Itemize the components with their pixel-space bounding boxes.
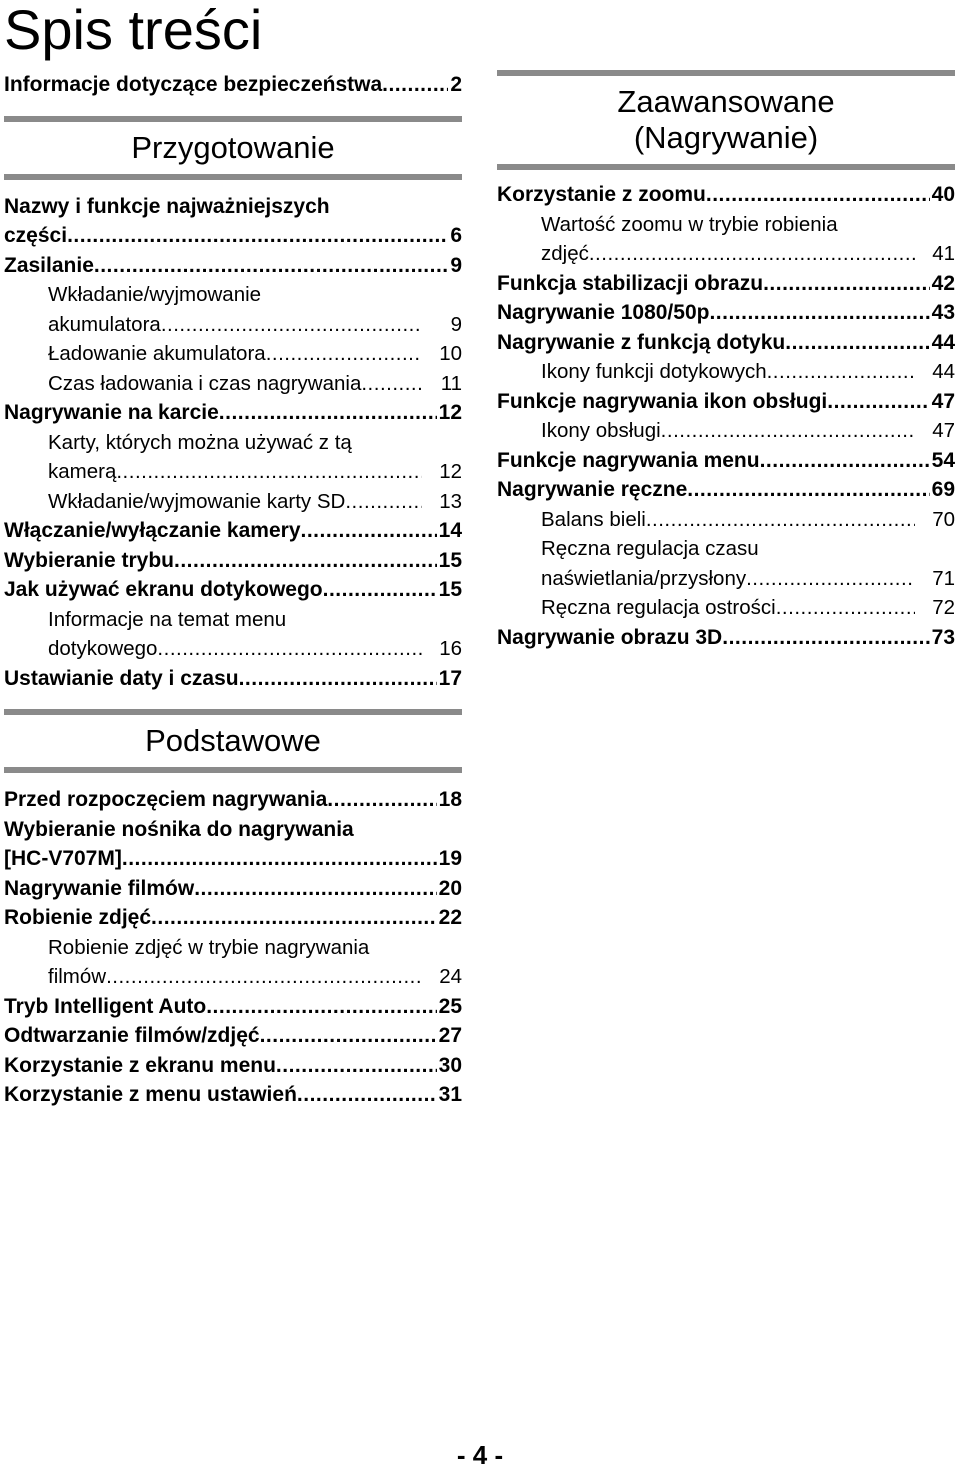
toc-leader-dots <box>94 251 448 281</box>
toc-entry[interactable] <box>4 785 462 815</box>
toc-entry-row <box>4 992 462 1022</box>
toc-leader-dots <box>327 785 436 815</box>
toc-entry[interactable] <box>497 298 955 328</box>
toc-entry[interactable] <box>497 446 955 476</box>
toc-entry[interactable] <box>4 251 462 281</box>
section-heading-title-line: Przygotowanie <box>131 129 335 165</box>
page-title: Spis treści <box>4 0 263 61</box>
toc-entry-page: 44 <box>931 330 955 354</box>
toc-leader-dots <box>122 844 437 874</box>
toc-entry-text: Wybieranie trybu <box>4 548 174 572</box>
toc-entry-text: zdjęć <box>541 242 589 265</box>
toc-entry-row <box>48 428 462 458</box>
toc-leader-dots <box>746 564 915 594</box>
toc-entry[interactable] <box>497 387 955 417</box>
toc-entry-text: Informacje dotyczące bezpieczeństwa <box>4 73 383 96</box>
toc-entry-row <box>497 387 955 417</box>
toc-leader-dots <box>260 1021 437 1051</box>
toc-entry-page: 12 <box>439 460 462 483</box>
toc-entry-text: Nazwy i funkcje najważniejszych <box>4 194 330 218</box>
toc-entry-text: Wartość zoomu w trybie robienia <box>541 212 838 236</box>
toc-entry[interactable] <box>4 398 462 428</box>
toc-entry-text: Nagrywanie filmów <box>4 876 195 900</box>
toc-leader-dots <box>827 387 929 417</box>
toc-entry-page: 30 <box>438 1053 462 1077</box>
toc-entry-text: kamerą <box>48 460 117 483</box>
toc-leader-dots <box>760 446 930 476</box>
section-heading <box>497 70 955 170</box>
toc-entry-text: Balans bieli <box>541 507 646 531</box>
toc-leader-dots <box>687 475 929 505</box>
toc-entry-page: 20 <box>438 876 462 900</box>
toc-entry-text: Czas ładowania i czas nagrywania <box>48 371 362 395</box>
toc-entry-page: 54 <box>931 448 955 472</box>
toc-entry[interactable] <box>4 575 462 605</box>
toc-entry-page: 24 <box>439 965 462 988</box>
toc-entry-text: Ręczna regulacja ostrości <box>541 596 776 619</box>
toc-leader-dots <box>116 457 422 487</box>
toc-entry-row <box>4 575 462 605</box>
toc-leader-dots <box>161 310 422 340</box>
toc-entry-text: Włączanie/wyłączanie kamery <box>4 519 301 542</box>
toc-entry-page: 9 <box>450 312 462 336</box>
toc-left-column <box>4 70 462 1110</box>
toc-entry-text: Robienie zdjęć w trybie nagrywania <box>48 935 370 959</box>
toc-entry-text: Tryb Intelligent Auto <box>4 994 207 1018</box>
toc-entry-row <box>4 546 462 576</box>
toc-entry-text: Korzystanie z menu ustawień <box>4 1083 297 1106</box>
toc-entry-page: 47 <box>931 389 955 413</box>
section-heading-bottom-bar <box>497 164 955 170</box>
toc-entry-row <box>48 369 462 399</box>
toc-entry-page: 15 <box>438 548 462 572</box>
toc-leader-dots <box>206 992 436 1022</box>
toc-entry-row <box>4 221 462 251</box>
toc-entry-page: 72 <box>932 596 955 619</box>
toc-entry-row <box>4 785 462 815</box>
toc-entry-row <box>4 516 462 546</box>
toc-entry[interactable] <box>4 844 462 874</box>
toc-entry-page: 2 <box>450 73 462 96</box>
toc-entry[interactable] <box>497 239 955 269</box>
toc-entry-text: Funkcje nagrywania menu <box>497 448 760 472</box>
toc-entry-row <box>497 180 955 210</box>
toc-entry-text: filmów <box>48 965 107 988</box>
toc-entry-text: Jak używać ekranu dotykowego <box>4 578 323 601</box>
toc-entry-row <box>4 251 462 281</box>
toc-entry-row <box>541 564 955 594</box>
toc-entry[interactable] <box>4 70 462 100</box>
toc-entry-page: 25 <box>438 994 462 1018</box>
toc-entry-row <box>48 487 462 517</box>
toc-entry[interactable] <box>4 634 462 664</box>
toc-entry-row <box>541 505 955 535</box>
toc-entry-text: Informacje na temat menu <box>48 607 287 631</box>
toc-right-column <box>497 70 955 652</box>
toc-leader-dots <box>706 180 930 210</box>
toc-entry[interactable] <box>4 369 462 399</box>
toc-entry-row <box>497 623 955 653</box>
toc-entry[interactable] <box>497 593 955 623</box>
toc-entry-text: Ustawianie daty i czasu <box>4 666 239 690</box>
toc-entry-text: Funkcja stabilizacji obrazu <box>497 271 764 295</box>
toc-entry-text: Korzystanie z zoomu <box>497 183 706 206</box>
toc-entry-row <box>4 874 462 904</box>
toc-entry-page: 13 <box>439 489 462 513</box>
toc-entry[interactable] <box>4 874 462 904</box>
section-heading-title-line: (Nagrywanie) <box>633 120 819 155</box>
toc-entry-page: 12 <box>438 401 462 424</box>
toc-leader-dots <box>722 623 929 653</box>
section-heading-title <box>4 122 462 174</box>
toc-entry-row <box>541 357 955 387</box>
toc-entry-text: Nagrywanie ręczne <box>497 478 688 501</box>
toc-leader-dots <box>646 505 915 535</box>
toc-entry-text: Robienie zdjęć <box>4 906 152 929</box>
toc-entry-row <box>497 298 955 328</box>
section-heading-title-line: Podstawowe <box>145 723 321 758</box>
toc-entry-page: 40 <box>931 183 955 206</box>
toc-entry[interactable] <box>4 1021 462 1051</box>
toc-entry-page: 17 <box>438 666 462 690</box>
toc-entry-page: 16 <box>439 637 462 660</box>
toc-entry[interactable] <box>4 516 462 546</box>
toc-entry[interactable] <box>497 505 955 535</box>
toc-entry-row <box>4 70 462 100</box>
toc-entry-text: Wybieranie nośnika do nagrywania <box>4 817 354 841</box>
toc-entry-text: Nagrywanie na karcie <box>4 401 219 424</box>
toc-entry[interactable] <box>497 269 955 299</box>
toc-entry-row <box>48 457 462 487</box>
toc-entry[interactable] <box>497 210 955 240</box>
toc-leader-dots <box>174 546 437 576</box>
toc-entry[interactable] <box>4 310 462 340</box>
toc-entry-page: 15 <box>438 578 462 601</box>
toc-entry-page: 6 <box>450 224 462 247</box>
toc-entry[interactable] <box>497 623 955 653</box>
toc-entry-row <box>48 933 462 963</box>
toc-entry-page: 44 <box>932 360 955 383</box>
toc-entry-page: 14 <box>438 519 462 542</box>
toc-entry-text: części <box>4 224 68 247</box>
toc-entry-row <box>497 475 955 505</box>
toc-entry-page: 9 <box>450 253 462 277</box>
toc-leader-dots <box>589 239 915 269</box>
toc-entry-text: Nagrywanie obrazu 3D <box>497 625 723 649</box>
toc-entry-text: Ładowanie akumulatora <box>48 342 266 365</box>
toc-entry[interactable] <box>497 475 955 505</box>
toc-entry-page: 73 <box>931 625 955 649</box>
section-heading-title <box>4 715 462 767</box>
toc-entry[interactable] <box>4 903 462 933</box>
toc-leader-dots <box>361 369 422 399</box>
toc-entry-page: 11 <box>440 371 462 395</box>
toc-leader-dots <box>301 516 437 546</box>
toc-entry-row <box>497 446 955 476</box>
toc-entry-text: akumulatora <box>48 312 161 336</box>
toc-entry-page: 19 <box>438 847 462 870</box>
toc-leader-dots <box>776 593 915 623</box>
toc-entry[interactable] <box>4 457 462 487</box>
toc-leader-dots <box>382 70 448 100</box>
section-heading-title-line: Zaawansowane <box>617 84 835 119</box>
toc-entry-row <box>48 280 462 310</box>
toc-entry[interactable] <box>4 815 462 845</box>
toc-entry[interactable] <box>4 280 462 310</box>
section-heading-title <box>497 76 955 164</box>
toc-entry-text: Odtwarzanie filmów/zdjęć <box>4 1024 260 1047</box>
toc-entry-row <box>4 1080 462 1110</box>
toc-entry-text: [HC-V707M] <box>4 847 122 870</box>
toc-entry-text: naświetlania/przysłony <box>541 566 747 590</box>
toc-leader-dots <box>239 664 437 694</box>
toc-entry-page: 71 <box>932 566 955 590</box>
toc-leader-dots <box>297 1080 437 1110</box>
toc-leader-dots <box>106 962 422 992</box>
toc-entry-row <box>541 593 955 623</box>
toc-entry-text: Zasilanie <box>4 253 94 277</box>
toc-leader-dots <box>151 903 437 933</box>
toc-entry-page: 31 <box>438 1083 462 1106</box>
toc-entry-text: Przed rozpoczęciem nagrywania <box>4 788 328 811</box>
toc-entry-row <box>48 310 462 340</box>
toc-entry-page: 70 <box>932 507 955 531</box>
toc-entry[interactable] <box>497 534 955 564</box>
toc-entry-row <box>4 664 462 694</box>
toc-entry-page: 43 <box>931 301 955 324</box>
toc-leader-dots <box>763 269 930 299</box>
toc-entry-text: Wkładanie/wyjmowanie karty SD <box>48 489 346 513</box>
toc-entry-row <box>541 210 955 240</box>
toc-entry-row <box>4 192 462 222</box>
toc-leader-dots <box>785 328 929 358</box>
toc-entry-row <box>48 605 462 635</box>
toc-entry[interactable] <box>4 1051 462 1081</box>
toc-leader-dots <box>276 1051 437 1081</box>
toc-entry[interactable] <box>4 546 462 576</box>
toc-entry[interactable] <box>497 328 955 358</box>
toc-entry[interactable] <box>4 962 462 992</box>
toc-leader-dots <box>194 874 436 904</box>
toc-entry-row <box>497 269 955 299</box>
toc-leader-dots <box>67 221 448 251</box>
toc-entry[interactable] <box>497 564 955 594</box>
toc-entry-row <box>541 416 955 446</box>
toc-entry-page: 41 <box>932 242 955 265</box>
toc-entry[interactable] <box>4 339 462 369</box>
toc-entry[interactable] <box>4 933 462 963</box>
section-heading-bottom-bar <box>4 174 462 180</box>
toc-entry[interactable] <box>4 428 462 458</box>
toc-entry-text: Korzystanie z ekranu menu <box>4 1053 276 1077</box>
toc-leader-dots <box>266 339 422 369</box>
toc-leader-dots <box>219 398 437 428</box>
section-heading-bottom-bar <box>4 767 462 773</box>
toc-entry-page: 18 <box>438 788 462 811</box>
toc-entry-row <box>4 398 462 428</box>
toc-entry[interactable] <box>497 357 955 387</box>
toc-entry-row <box>4 1051 462 1081</box>
toc-entry-text: Ręczna regulacja czasu <box>541 537 759 560</box>
toc-entry[interactable] <box>4 1080 462 1110</box>
toc-leader-dots <box>323 575 437 605</box>
toc-leader-dots <box>345 487 422 517</box>
toc-leader-dots <box>767 357 915 387</box>
toc-entry[interactable] <box>4 192 462 222</box>
toc-entry-text: Nagrywanie 1080/50p <box>497 301 710 324</box>
toc-entry-text: Funkcje nagrywania ikon obsługi <box>497 389 828 413</box>
toc-entry-text: Nagrywanie z funkcją dotyku <box>497 330 786 354</box>
toc-entry[interactable] <box>4 221 462 251</box>
toc-entry-row <box>48 339 462 369</box>
toc-entry-text: Karty, których można używać z tą <box>48 430 352 454</box>
toc-entry-row <box>4 844 462 874</box>
toc-entry[interactable] <box>497 180 955 210</box>
toc-entry-row <box>4 1021 462 1051</box>
toc-entry-row <box>4 903 462 933</box>
toc-entry-text: Ikony obsługi <box>541 419 661 442</box>
toc-entry-page: 10 <box>439 342 462 365</box>
toc-entry-text: dotykowego <box>48 637 158 660</box>
toc-entry[interactable] <box>4 664 462 694</box>
page-number: - 4 - <box>456 1440 504 1470</box>
toc-entry-text: Wkładanie/wyjmowanie <box>48 283 262 306</box>
toc-entry-page: 22 <box>438 906 462 929</box>
toc-entry-text: Ikony funkcji dotykowych <box>541 360 767 383</box>
toc-entry-page: 27 <box>438 1024 462 1047</box>
toc-leader-dots <box>661 416 915 446</box>
toc-entry-row <box>541 239 955 269</box>
toc-leader-dots <box>709 298 929 328</box>
toc-entry[interactable] <box>4 992 462 1022</box>
toc-entry-page: 47 <box>932 419 955 442</box>
toc-entry-row <box>4 815 462 845</box>
toc-entry[interactable] <box>4 605 462 635</box>
section-heading <box>4 709 462 773</box>
toc-entry-page: 42 <box>931 271 955 295</box>
toc-entry-row <box>48 962 462 992</box>
toc-entry[interactable] <box>4 487 462 517</box>
toc-leader-dots <box>157 634 422 664</box>
toc-entry-row <box>497 328 955 358</box>
toc-entry[interactable] <box>497 416 955 446</box>
toc-entry-row <box>48 634 462 664</box>
toc-entry-page: 69 <box>931 478 955 501</box>
section-heading <box>4 116 462 180</box>
toc-entry-row <box>541 534 955 564</box>
